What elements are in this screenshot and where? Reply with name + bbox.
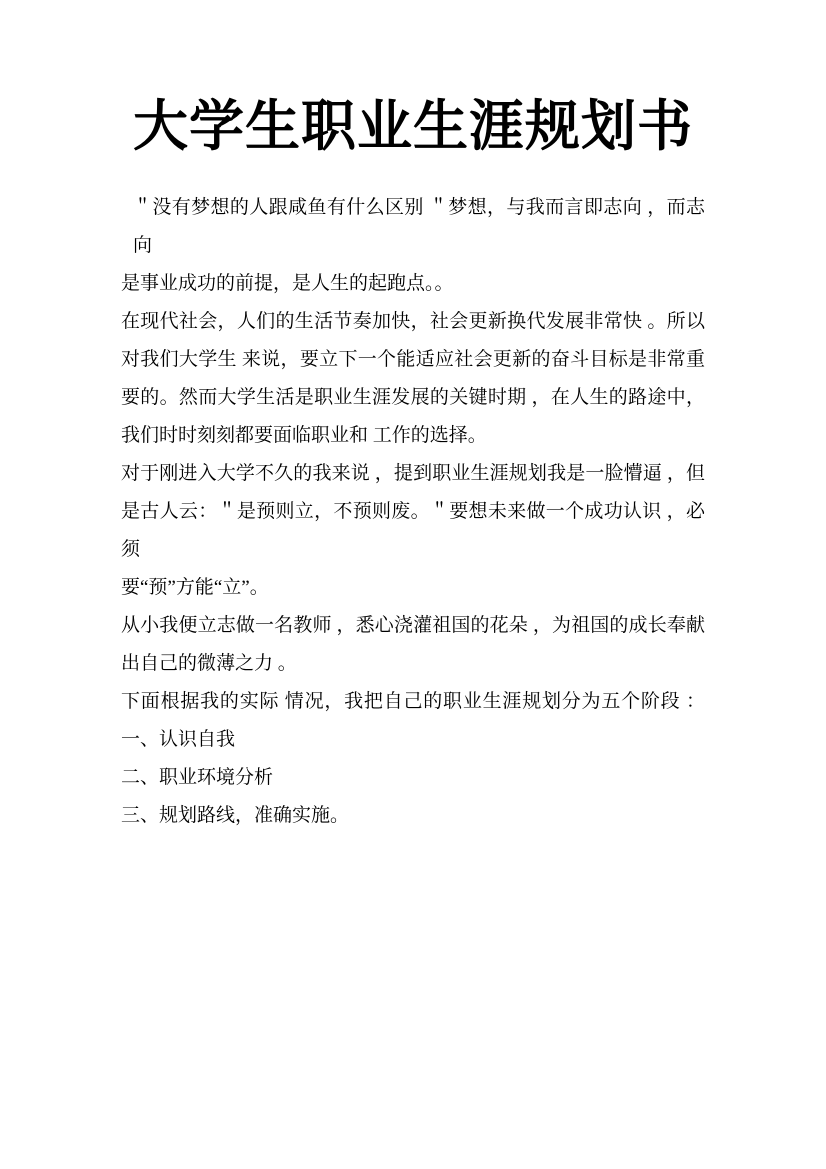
paragraph-modern-society bbox=[121, 303, 705, 455]
text-line: 出自己的微薄之力 。 bbox=[121, 653, 297, 674]
text-line: 对我们大学生 来说，要立下一个能适应社会更新的奋斗目标是非常重 bbox=[121, 349, 705, 370]
text-line: 下面根据我的实际 情况，我把自己的职业生涯规划分为五个阶段 ： bbox=[121, 691, 705, 712]
list-item-3: 三、规划路线，准确实施。 bbox=[121, 805, 350, 826]
list-item-2: 二、职业环境分析 bbox=[121, 767, 274, 788]
paragraph-five-stages bbox=[121, 683, 705, 721]
text-line: 我们时时刻刻都要面临职业和 工作的选择。 bbox=[121, 425, 487, 446]
text-line: 在现代社会，人们的生活节奏加快，社会更新换代发展非常快 。所以 bbox=[121, 311, 705, 332]
paragraph-teacher-dream bbox=[121, 607, 705, 683]
text-line: 要的。然而大学生活是职业生涯发展的关键时期 ，在人生的路途中， bbox=[121, 387, 705, 408]
text-line: 是事业成功的前提，是人生的起跑点。。 bbox=[121, 273, 454, 294]
text-line: 是古人云：＂是预则立，不预则废。＂要想未来做一个成功认识 ，必须 bbox=[121, 501, 705, 560]
text-line: 对于刚进入大学不久的我来说 ，提到职业生涯规划我是一脸懵逼 ，但 bbox=[121, 463, 705, 484]
numbered-list bbox=[121, 721, 705, 835]
document-title: 大学生职业生涯规划书 bbox=[132, 96, 693, 157]
document-body bbox=[121, 189, 705, 835]
text-line: 从小我便立志做一名教师 ，悉心浇灌祖国的花朵 ，为祖国的成长奉献 bbox=[121, 615, 705, 636]
paragraph-dream bbox=[121, 189, 705, 303]
paragraph-new-student bbox=[121, 455, 705, 607]
text-line: ＂没有梦想的人跟咸鱼有什么区别 ＂梦想，与我而言即志向 ，而志向 bbox=[133, 197, 705, 256]
text-line: 要“预”方能“立”。 bbox=[121, 577, 269, 598]
list-item-1: 一、认识自我 bbox=[121, 729, 236, 750]
